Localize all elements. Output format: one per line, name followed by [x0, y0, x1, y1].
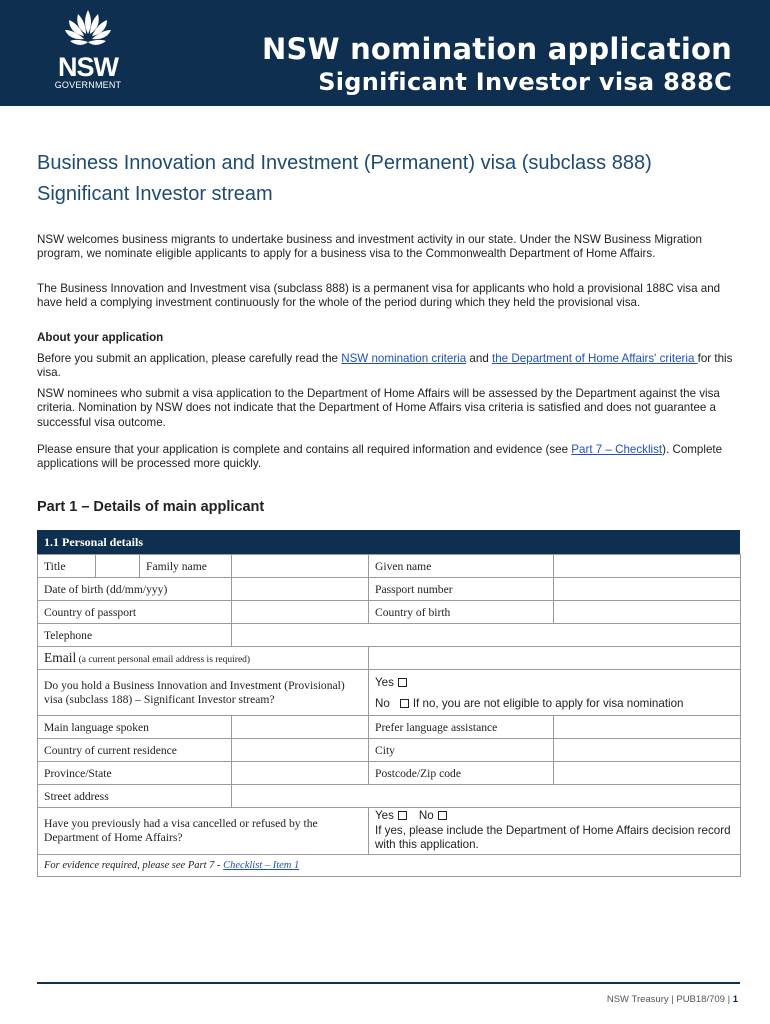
title-label: Title: [38, 555, 96, 578]
main-language-label: Main language spoken: [38, 716, 232, 739]
language-assistance-field[interactable]: [554, 716, 741, 739]
intro-paragraph-5: [37, 443, 737, 472]
province-field[interactable]: [232, 762, 369, 785]
no-label: No: [418, 809, 434, 823]
personal-details-form: [37, 530, 740, 877]
footer-divider: [37, 982, 740, 984]
table-row: [38, 785, 741, 808]
email-label-text: Email: [44, 650, 77, 665]
country-passport-field[interactable]: [232, 601, 369, 624]
dob-label: Date of birth (dd/mm/yyy): [38, 578, 232, 601]
decision-record-note: If yes, please include the Department of Home Affairs decision record with this application.: [375, 823, 731, 852]
visa-cancelled-question: Have you previously had a visa cancelled or refused by the Department of Home Affairs?: [38, 808, 369, 855]
email-note: (a current personal email address is required): [76, 655, 251, 665]
intro-paragraph-1: NSW welcomes business migrants to undertake business and investment activity in our state. Under the NSW Business Migration program, we nominate eligible applicants to apply for a business visa to the Commonwealth Department of Home Affairs.: [37, 233, 702, 261]
p5-text-post: ). Complete applications will be processed more quickly.: [37, 443, 723, 471]
street-address-field[interactable]: [232, 785, 741, 808]
yes-checkbox[interactable]: [398, 678, 407, 687]
country-residence-field[interactable]: [232, 739, 369, 762]
no-checkbox[interactable]: [438, 811, 447, 820]
street-address-label: Street address: [38, 785, 232, 808]
table-row: [38, 601, 741, 624]
telephone-label: Telephone: [38, 624, 232, 647]
yes-label: Yes: [375, 675, 394, 689]
visa-cancelled-options: [375, 809, 734, 824]
title-field[interactable]: [96, 555, 140, 578]
about-heading: About your application: [37, 331, 164, 344]
dob-field[interactable]: [232, 578, 369, 601]
page-number: 1: [732, 994, 738, 1005]
checklist-item-link[interactable]: Checklist – Item 1: [223, 860, 300, 871]
main-language-field[interactable]: [232, 716, 369, 739]
p3-text-mid: and: [466, 352, 492, 365]
intro-paragraph-2: The Business Innovation and Investment visa (subclass 888) is a permanent visa for applicants who hold a provisional 188C visa and have held a complying investment continuously for the whole of the period during which they held the provisional visa.: [37, 282, 721, 310]
footer-text: NSW Treasury | PUB18/709 |: [606, 994, 733, 1005]
yes-checkbox[interactable]: [398, 811, 407, 820]
ineligible-note: If no, you are not eligible to apply for visa nomination: [412, 696, 684, 710]
email-label: [38, 647, 369, 670]
intro-paragraph-3: [37, 352, 737, 381]
visa-cancelled-answer: [369, 808, 741, 855]
country-birth-field[interactable]: [554, 601, 741, 624]
table-row: [38, 808, 741, 855]
visa-subtitle-line1: Business Innovation and Investment (Permanent) visa (subclass 888): [37, 152, 652, 174]
no-checkbox[interactable]: [400, 699, 409, 708]
document-subtitle: Significant Investor visa 888C: [318, 68, 732, 96]
table-row: [38, 762, 741, 785]
logo-government-text: GOVERNMENT: [54, 80, 122, 90]
language-assistance-label: Prefer language assistance: [369, 716, 554, 739]
given-name-label: Given name: [369, 555, 554, 578]
evidence-note: [38, 855, 741, 877]
country-passport-label: Country of passport: [38, 601, 232, 624]
evidence-text: For evidence required, please see Part 7 -: [44, 860, 224, 871]
p3-text-post: for this visa.: [37, 352, 733, 380]
home-affairs-criteria-link[interactable]: the Department of Home Affairs' criteria: [492, 352, 698, 365]
no-label: No: [375, 696, 390, 710]
table-row: [38, 624, 741, 647]
family-name-field[interactable]: [232, 555, 369, 578]
section-title: 1.1 Personal details: [37, 530, 740, 554]
table-row: [38, 555, 741, 578]
p3-text-pre: Before you submit an application, please carefully read the: [37, 352, 342, 365]
intro-paragraph-4: NSW nominees who submit a visa application to the Department of Home Affairs will be assessed by the Department against the visa criteria. Nomination by NSW does not indicate that the Department of Home Affairs visa criteria is satisfied and does not guarantee a successful visa outcome.: [37, 387, 720, 429]
part1-heading: Part 1 – Details of main applicant: [37, 499, 265, 515]
province-label: Province/State: [38, 762, 232, 785]
table-row: [38, 647, 741, 670]
country-residence-label: Country of current residence: [38, 739, 232, 762]
nsw-government-logo: [46, 8, 130, 94]
table-row: [38, 716, 741, 739]
document-title: NSW nomination application: [262, 32, 732, 66]
postcode-label: Postcode/Zip code: [369, 762, 554, 785]
hold-188-answer: [369, 670, 741, 716]
passport-number-field[interactable]: [554, 578, 741, 601]
city-label: City: [369, 739, 554, 762]
visa-subtitle: [37, 148, 737, 210]
table-row: [38, 670, 741, 716]
header-banner: [0, 0, 770, 106]
checklist-link[interactable]: Part 7 – Checklist: [571, 443, 663, 456]
footer: [607, 994, 738, 1005]
passport-number-label: Passport number: [369, 578, 554, 601]
hold-188-question: Do you hold a Business Innovation and Investment (Provisional) visa (subclass 188) – Significant Investor stream?: [38, 670, 369, 716]
visa-subtitle-line2: Significant Investor stream: [37, 183, 273, 205]
country-birth-label: Country of birth: [369, 601, 554, 624]
email-field[interactable]: [369, 647, 741, 670]
waratah-icon: [62, 8, 114, 52]
table-row: [38, 739, 741, 762]
given-name-field[interactable]: [554, 555, 741, 578]
table-row: [38, 578, 741, 601]
telephone-field[interactable]: [232, 624, 741, 647]
yes-label: Yes: [375, 809, 394, 823]
family-name-label: Family name: [140, 555, 232, 578]
hold-188-no-option[interactable]: [375, 693, 734, 714]
p5-text-pre: Please ensure that your application is complete and contains all required information and evidence (see: [37, 443, 572, 456]
logo-nsw-text: NSW: [58, 52, 118, 82]
city-field[interactable]: [554, 739, 741, 762]
table-row: [38, 855, 741, 877]
nsw-nomination-criteria-link[interactable]: NSW nomination criteria: [341, 352, 467, 365]
hold-188-yes-option[interactable]: [375, 672, 734, 693]
personal-details-table: [37, 554, 741, 877]
postcode-field[interactable]: [554, 762, 741, 785]
